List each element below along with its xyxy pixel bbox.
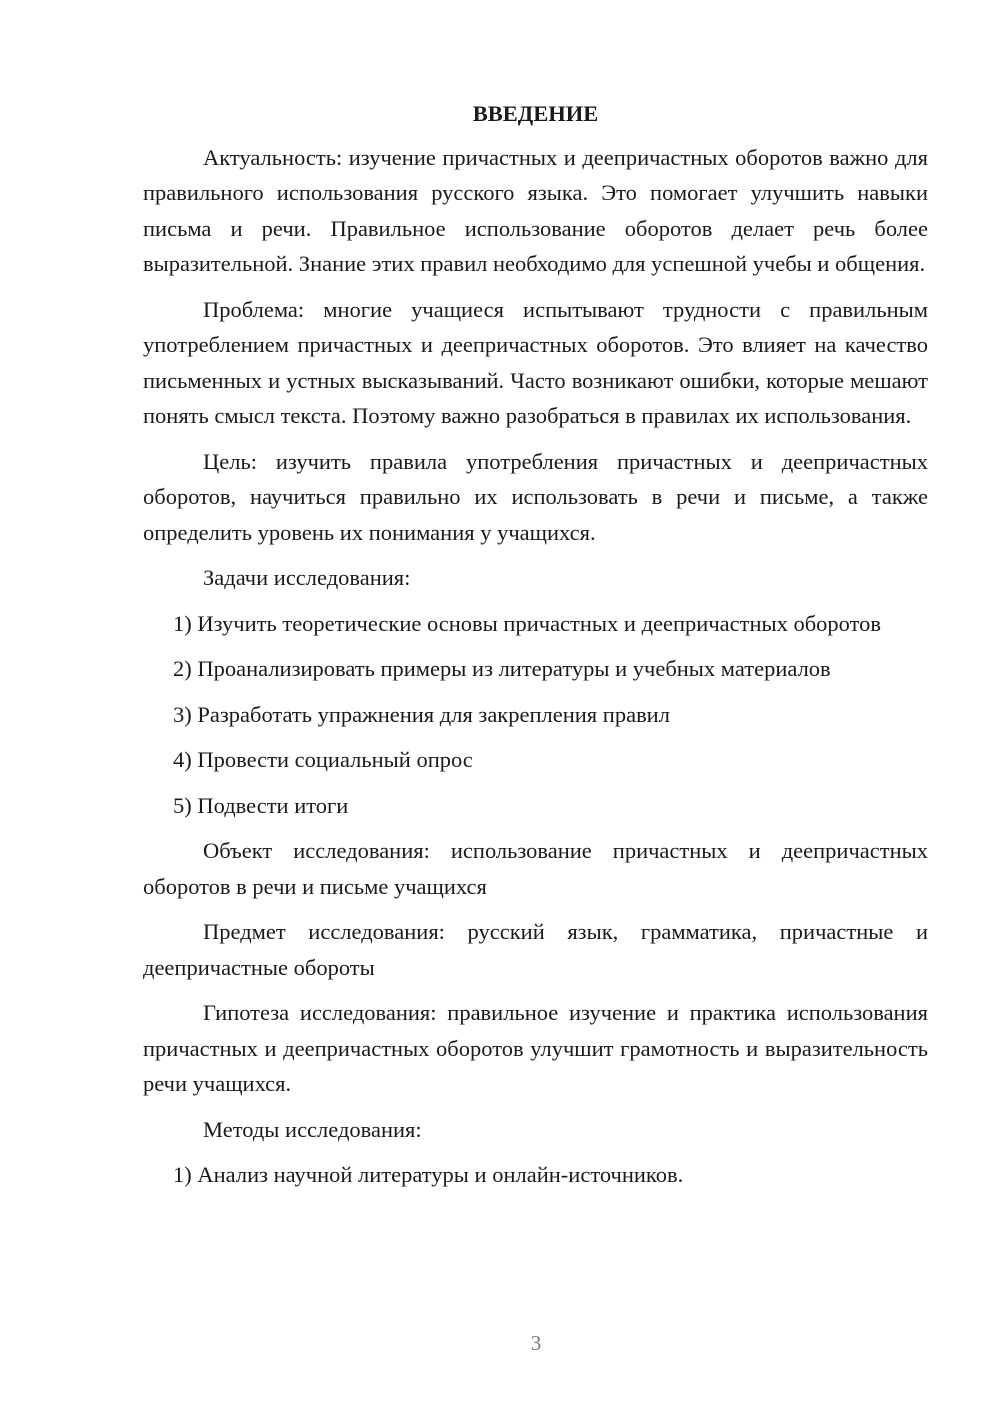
hypothesis-paragraph: Гипотеза исследования: правильное изучение и практика использования причастных и деепричастных оборотов улучшит грамотность и выразительность речи учащихся. (143, 1000, 928, 1096)
task-item: 1) Изучить теоретические основы причастных и деепричастных оборотов (173, 610, 882, 636)
subject-paragraph: Предмет исследования: русский язык, грамматика, причастные и деепричастные обороты (143, 919, 928, 980)
task-item: 3) Разработать упражнения для закрепления правил (173, 701, 670, 727)
task-item: 2) Проанализировать примеры из литературы и учебных материалов (173, 656, 831, 681)
task-item: 4) Провести социальный опрос (173, 747, 473, 772)
method-item: 1) Анализ научной литературы и онлайн-источников. (173, 1162, 684, 1187)
page-title: ВВЕДЕНИЕ (472, 101, 599, 126)
problem-paragraph: Проблема: многие учащиеся испытывают трудности с правильным употреблением причастных и деепричастных оборотов. Это влияет на качество письменных и устных высказываний. Часто возникают ошибки, которые мешают понять смысл текста. Поэтому важно разобраться в правилах их использования. (143, 296, 928, 428)
methods-heading: Методы исследования: (203, 1116, 422, 1142)
page-content (143, 96, 928, 1203)
tasks-heading: Задачи исследования: (203, 565, 411, 590)
task-item: 5) Подвести итоги (173, 792, 349, 818)
relevance-paragraph: Актуальность: изучение причастных и деепричастных оборотов важно для правильного использования русского языка. Это помогает улучшить навыки письма и речи. Правильное использование оборотов делает речь более выразительной. Знание этих правил необходимо для успешной учебы и общения. (143, 144, 928, 276)
object-paragraph: Объект исследования: использование причастных и деепричастных оборотов в речи и письме учащихся (143, 838, 928, 899)
goal-paragraph: Цель: изучить правила употребления причастных и деепричастных оборотов, научиться правильно их использовать в речи и письме, а также определить уровень их понимания у учащихся. (143, 448, 928, 545)
page-number: 3 (530, 1331, 542, 1355)
